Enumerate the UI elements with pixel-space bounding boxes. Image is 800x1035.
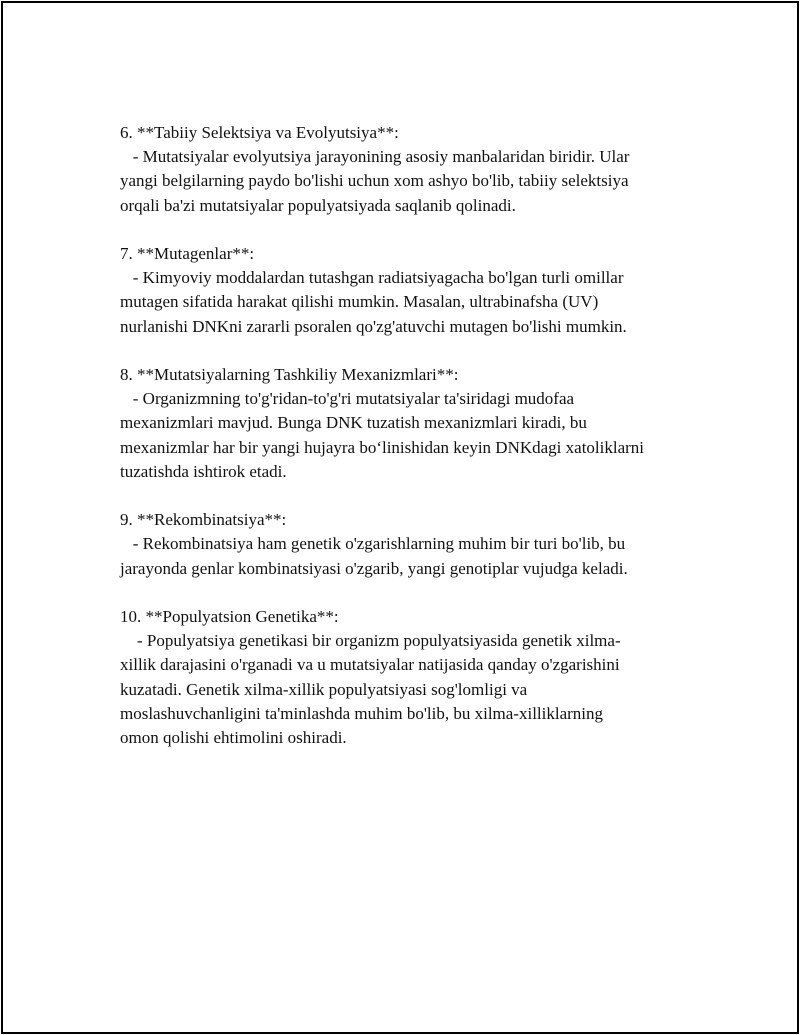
paragraph-line: tuzatishda ishtirok etadi. xyxy=(120,461,287,481)
paragraph-line: - Populyatsiya genetikasi bir organizm populyatsiyasida genetik xilma- xyxy=(120,631,621,651)
section-6 xyxy=(120,121,720,218)
paragraph-line: jarayonda genlar kombinatsiyasi o'zgarib, yangi genotiplar vujudga keladi. xyxy=(120,558,628,578)
paragraph-line: mutagen sifatida harakat qilishi mumkin. Masalan, ultrabinafsha (UV) xyxy=(120,292,599,312)
paragraph-line: moslashuvchanligini ta'minlashda muhim bo'lib, bu xilma-xilliklarning xyxy=(120,703,604,723)
section-7 xyxy=(120,242,720,339)
section-heading: 9. **Rekombinatsiya**: xyxy=(120,510,287,530)
document-page xyxy=(1,1,799,1034)
section-heading: 6. **Tabiiy Selektsiya va Evolyutsiya**: xyxy=(120,123,399,142)
paragraph-line: omon qolishi ehtimolini oshiradi. xyxy=(120,728,347,748)
paragraph-line: yangi belgilarning paydo bo'lishi uchun xom ashyo bo'lib, tabiiy selektsiya xyxy=(120,171,629,191)
paragraph-line: nurlanishi DNKni zararli psoralen qo'zg'atuvchi mutagen bo'lishi mumkin. xyxy=(120,316,627,336)
section-heading: 8. **Mutatsiyalarning Tashkiliy Mexanizmlari**: xyxy=(120,365,459,384)
section-8 xyxy=(120,363,720,484)
paragraph-line: - Kimyoviy moddalardan tutashgan radiatsiyagacha bo'lgan turli omillar xyxy=(120,268,624,288)
document-body xyxy=(120,121,720,774)
paragraph-line: - Rekombinatsiya ham genetik o'zgarishlarning muhim bir turi bo'lib, bu xyxy=(120,534,626,554)
paragraph-line: mexanizmlari mavjud. Bunga DNK tuzatish mexanizmlari kiradi, bu xyxy=(120,413,587,433)
section-10 xyxy=(120,605,720,750)
paragraph-line: mexanizmlar har bir yangi hujayra bo‘linishidan keyin DNKdagi xatoliklarni xyxy=(120,437,645,457)
section-heading: 10. **Populyatsion Genetika**: xyxy=(120,607,339,626)
paragraph-line: - Organizmning to'g'ridan-to'g'ri mutatsiyalar ta'siridagi mudofaa xyxy=(120,389,575,409)
section-heading: 7. **Mutagenlar**: xyxy=(120,244,255,263)
paragraph-line: xillik darajasini o'rganadi va u mutatsiyalar natijasida qanday o'zgarishini xyxy=(120,655,620,675)
paragraph-line: - Mutatsiyalar evolyutsiya jarayonining asosiy manbalaridan biridir. Ular xyxy=(120,147,630,167)
paragraph-line: orqali ba'zi mutatsiyalar populyatsiyada saqlanib qolinadi. xyxy=(120,195,516,215)
paragraph-line: kuzatadi. Genetik xilma-xillik populyatsiyasi sog'lomligi va xyxy=(120,679,528,699)
section-9 xyxy=(120,508,720,581)
